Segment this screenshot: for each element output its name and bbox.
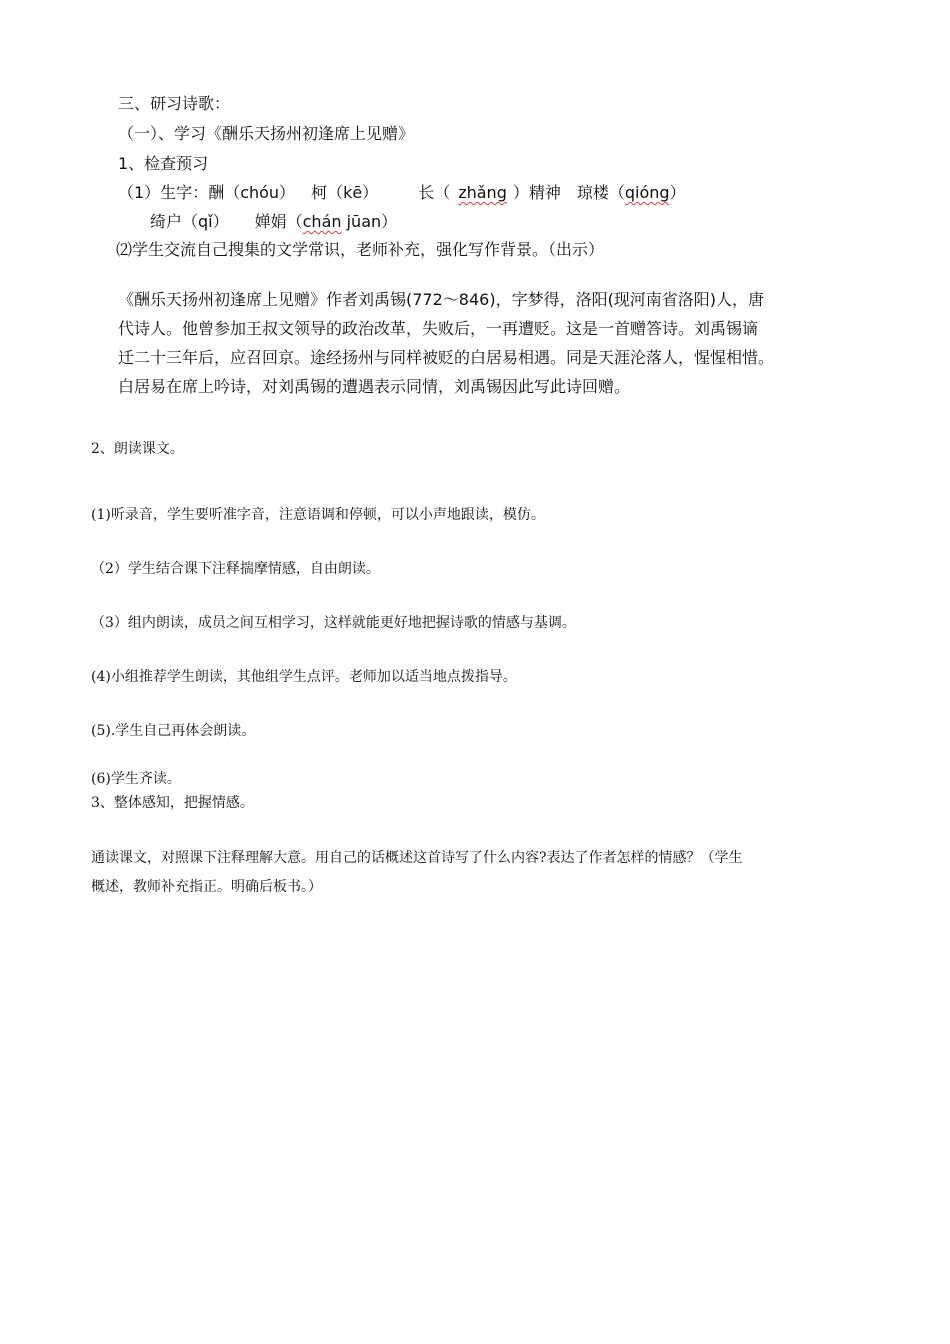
vocab-word-chou: 酬（chóu） [208, 183, 296, 202]
background-line-1: 《酬乐天扬州初逢席上见赠》作者刘禹锡(772～846)，字梦得，洛阳(现河南省洛阳)人，唐 [118, 290, 765, 309]
vocab-word-qi: 绮户（qǐ） [150, 212, 229, 231]
vocab-word-chan-post: jūan） [341, 212, 398, 231]
summary-line-2: 概述，教师补充指正。明确后板书。） [91, 879, 322, 895]
background-line-3: 迁二十三年后，应召回京。途经扬州与同样被贬的白居易相遇。同是天涯沦落人，惺惺相惜。 [118, 348, 775, 367]
background-line-4: 白居易在席上吟诗，对刘禹锡的遭遇表示同情，刘禹锡因此写此诗回赠。 [118, 377, 631, 396]
background-line-2: 代诗人。他曾参加王叔文领导的政治改革，失败后，一再遭贬。这是一首赠答诗。刘禹锡谪 [118, 319, 759, 338]
reading-step-1: (1)听录音，学生要听准字音，注意语调和停顿，可以小声地跟读，模仿。 [91, 507, 545, 523]
section-heading: 三、研习诗歌： [118, 94, 231, 113]
summary-line-1: 通读课文，对照课下注释理解大意。用自己的话概述这首诗写了什么内容?表达了作者怎样的情感？（学生 [91, 850, 743, 866]
step-2-heading: 2、朗读课文。 [91, 441, 184, 457]
vocab-line-1 [118, 185, 686, 201]
vocab-word-qiong-pre: 琼楼（ [576, 183, 625, 202]
vocab-word-chan-pre: 婵娟（ [254, 212, 303, 231]
reading-step-5: (5).学生自己再体会朗读。 [91, 723, 256, 739]
reading-step-3: （3）组内朗读，成员之间互相学习，这样就能更好地把握诗歌的情感与基调。 [91, 615, 576, 631]
step-1-heading: 1、检查预习 [118, 154, 209, 173]
vocab-word-chan-pinyin: chán [302, 212, 342, 231]
reading-step-4: (4)小组推荐学生朗读，其他组学生点评。老师加以适当地点拨指导。 [91, 669, 517, 685]
vocab-word-zhang-pinyin: zhǎng [458, 183, 507, 202]
vocab-word-qiong-post: ） [669, 183, 686, 202]
literary-knowledge-step: ⑵学生交流自己搜集的文学常识，老师补充，强化写作背景。（出示） [116, 240, 605, 259]
vocab-word-zhang-post: ）精神 [512, 183, 561, 202]
vocab-word-zhang-pre: 长（ [418, 183, 451, 202]
vocab-word-qiong-pinyin: qióng [624, 183, 670, 202]
reading-step-6: (6)学生齐读。 [91, 771, 181, 787]
vocab-word-ke: 柯（kē） [311, 183, 379, 202]
part-title: （一）、学习《酬乐天扬州初逢席上见赠》 [118, 124, 415, 143]
step-3-heading: 3、整体感知，把握情感。 [91, 795, 254, 811]
vocab-prefix: （1）生字： [118, 183, 209, 202]
vocab-line-2 [150, 214, 397, 230]
reading-step-2: （2）学生结合课下注释揣摩情感，自由朗读。 [91, 561, 380, 577]
